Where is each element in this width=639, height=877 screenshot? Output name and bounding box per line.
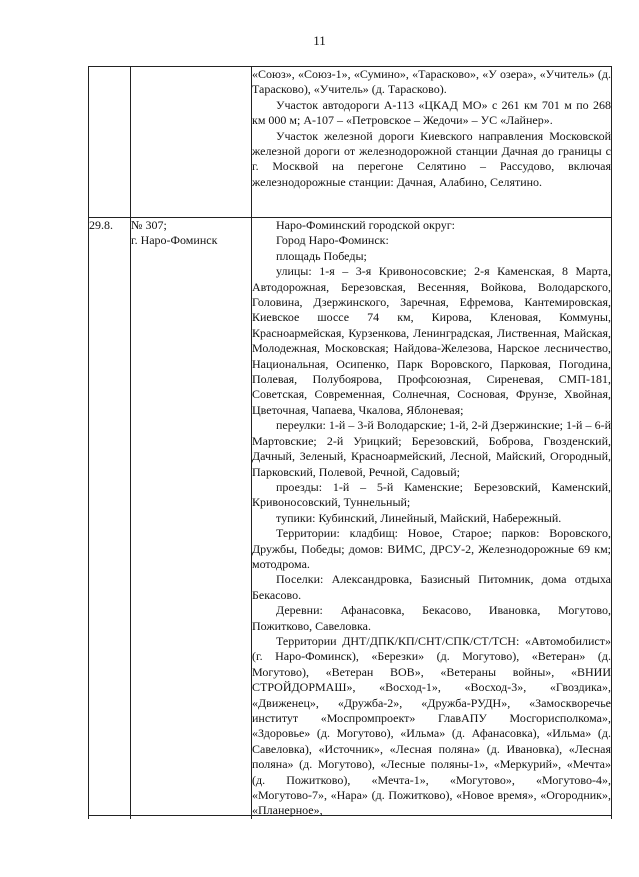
station-number: № 307; xyxy=(131,218,167,232)
territory-paragraph: переулки: 1-й – 3-й Володарские; 1-й, 2-й Дзержинские; 1-й – 6-й Мартовские; 2-й Урицкий; Березовский, Боброва, Гвозденский, Дачный, Зеленый, Красноармейский, Лесной, Майский, Огородный, Парковский, Полевой, Речной, Садовый; xyxy=(252,418,611,479)
territory-cell xyxy=(252,67,612,218)
territory-paragraph: «Союз», «Союз-1», «Сумино», «Тарасково», «У озера», «Учитель» (д. Тарасково), «Учитель» (д. Тарасково). xyxy=(252,67,611,97)
table-row xyxy=(89,218,612,819)
territory-paragraph: Территории: кладбищ: Новое, Старое; парков: Воровского, Дружбы, Победы; домов: ВИМС, ДРСУ-2, Железнодорожные 69 км; мотодрома. xyxy=(252,526,611,571)
table-row xyxy=(89,67,612,218)
districts-table xyxy=(88,66,612,819)
territory-cell xyxy=(252,218,612,819)
row-number-cell xyxy=(89,67,131,218)
territory-paragraph: Территории ДНТ/ДПК/КП/СНТ/СПК/СТ/ТСН: «Автомобилист» (г. Наро-Фоминск), «Березки» (д. Могутово), «Ветеран» (д. Могутово), «Ветеран ВОВ», «Ветераны войны», «ВНИИ СТРОЙДОРМАШ», «Восход-1», «Восход-3», «Гвоздика», «Движенец», «Дружба-2», «Дружба-РУДН», «Замоскворечье институт «Моспромпроект» ГлавАПУ Мосгорисполкома», «Здоровье» (д. Могутово), «Ильма» (д. Афанасовка), «Ильма» (д. Савеловка), «Источник», «Лесная поляна» (д. Ивановка), «Лесная поляна» (д. Могутово), «Лесные поляны-1», «Меркурий», «Мечта» (д. Пожитково), «Мечта-1», «Могутово», «Могутово-4», «Могутово-7», «Нара» (д. Пожитково), «Новое время», «Огородник», «Планерное», xyxy=(252,633,611,818)
station-cell xyxy=(131,218,252,819)
territory-paragraph: проезды: 1-й – 5-й Каменские; Березовский, Каменский, Кривоносовский, Туннельный; xyxy=(252,479,611,510)
territory-paragraph: Участок автодороги А-113 «ЦКАД МО» с 261 км 701 м по 268 км 000 м; А-107 – «Петровское – Жедочи» – УС «Лайнер». xyxy=(252,97,611,128)
territory-paragraph: Наро-Фоминский городской округ: xyxy=(276,218,455,232)
row-number-cell: 29.8. xyxy=(89,218,131,819)
page-number: 11 xyxy=(313,33,326,48)
territory-paragraph: тупики: Кубинский, Линейный, Майский, Набережный. xyxy=(276,510,562,525)
territory-paragraph: Деревни: Афанасовка, Бекасово, Ивановка, Могутово, Пожитково, Савеловка. xyxy=(252,603,611,633)
territory-paragraph: Участок железной дороги Киевского направления Московской железной дороги от железнодорожной станции Дачная до границы с г. Москвой на перегоне Селятино – Рассудово, включая железнодорожные станции: Дачная, Алабино, Селятино. xyxy=(252,128,611,189)
territory-paragraph: Город Наро-Фоминск: xyxy=(276,233,389,248)
territory-paragraph: площадь Победы; xyxy=(276,248,367,263)
station-location: г. Наро-Фоминск xyxy=(131,233,218,248)
station-cell xyxy=(131,67,252,218)
territory-paragraph: улицы: 1-я – 3-я Кривоносовские; 2-я Каменская, 8 Марта, Автодорожная, Березовская, Весенняя, Войкова, Володарского, Головина, Дзержинского, Заречная, Ефремова, Кантемировская, Киевское шоссе 74 км, Кирова, Кленовая, Коммуны, Красноармейская, Курзенкова, Ленинградская, Лиственная, Майская, Молодежная, Московская; Найдова-Железова, Нарское лесничество, Национальная, Осипенко, Парк Воровского, Парковая, Погодина, Полевая, Полубоярова, Профсоюзная, Сиреневая, СМП-181, Советская, Современная, Солнечная, Сосновая, Фрунзе, Хвойная, Цветочная, Чапаева, Чкалова, Яблоневая; xyxy=(252,264,611,417)
table-bottom-border xyxy=(88,815,612,816)
territory-paragraph: Поселки: Александровка, Базисный Питомник, дома отдыха Бекасово. xyxy=(252,572,611,602)
